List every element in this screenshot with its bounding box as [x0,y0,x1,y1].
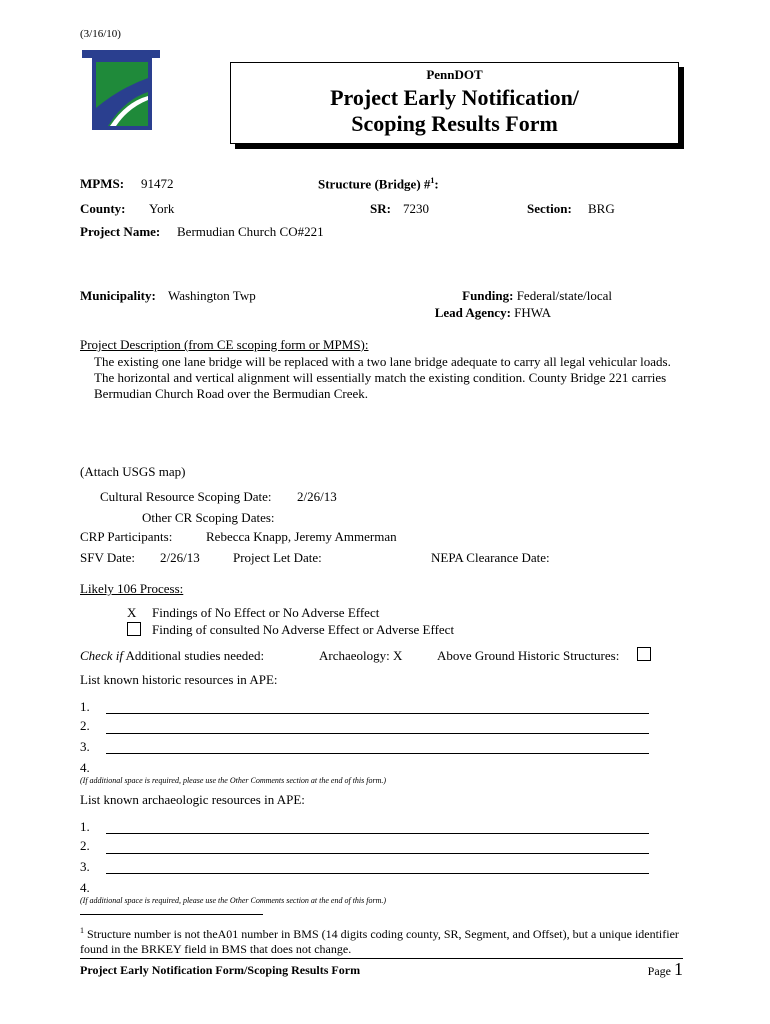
opt1-label: Findings of No Effect or No Adverse Effect [152,605,380,620]
additional-studies: Check if Additional studies needed: [80,648,265,663]
footnote-ref: 1 [430,176,435,185]
description-heading: Project Description (from CE scoping form or MPMS): [80,337,369,352]
list-item: 4. [80,760,90,775]
list-item: 2. [80,718,90,733]
footnote-divider [80,914,263,915]
sfv-value: 2/26/13 [160,550,200,565]
archaeologic-line-1[interactable] [106,833,649,834]
page-title-line2: Scoping Results Form [351,111,558,136]
other-scoping-label: Other CR Scoping Dates: [142,510,275,525]
list-item: 2. [80,838,90,853]
opt2-checkbox[interactable] [127,622,141,636]
section-value: BRG [588,201,615,216]
crp-label: CRP Participants: [80,529,173,544]
above-ground-label: Above Ground Historic Structures: [437,648,620,663]
mpms-value: 91472 [141,176,174,191]
cultural-scoping-label: Cultural Resource Scoping Date: [100,489,272,504]
form-date: (3/16/10) [80,28,121,40]
cultural-scoping-value: 2/26/13 [297,489,337,504]
archaeology-mark[interactable]: X [393,648,403,663]
historic-note: (If additional space is required, please use the Other Comments section at the end of this form.) [80,776,387,785]
historic-line-3[interactable] [106,753,649,754]
archaeologic-note: (If additional space is required, please use the Other Comments section at the end of this form.) [80,896,387,905]
page-title-line1: Project Early Notification/ [330,85,579,110]
project-name-label: Project Name: [80,224,161,239]
project-name-value: Bermudian Church CO#221 [177,224,324,239]
funding: Funding: Federal/state/local [462,288,612,303]
let-date-label: Project Let Date: [233,550,322,565]
archaeology: Archaeology: X [319,648,403,663]
county-label: County: [80,201,126,216]
municipality-label: Municipality: [80,288,156,303]
list-item: 4. [80,880,90,895]
archaeologic-line-3[interactable] [106,873,649,874]
footnote: $^1$ Structure number is not theA01 number in BMS (14 digits coding county, SR, Segment, and Offset), but a unique identifier found in the BRKEY field in BMS that does not change. [80,926,679,956]
municipality-value: Washington Twp [168,288,256,303]
sfv-label: SFV Date: [80,550,136,565]
penndot-keystone-logo-icon [80,48,162,136]
footer-title: Project Early Notification Form/Scoping Results Form [80,963,361,977]
usgs-note: (Attach USGS map) [80,464,186,479]
county-value: York [149,201,175,216]
org-name: PennDOT [426,67,483,82]
description-text: The existing one lane bridge will be replaced with a two lane bridge adequate to carry all legal vehicular loads. The horizontal and vertical alignment will essentially match the existing condition. County Bridge 221 carries Bermudian Church Road over the Bermudian Creek. [94,354,671,401]
opt2-label: Finding of consulted No Adverse Effect or Adverse Effect [152,622,455,637]
list-item: 1. [80,819,90,834]
crp-value: Rebecca Knapp, Jeremy Ammerman [206,529,397,544]
historic-line-2[interactable] [106,733,649,734]
above-ground-checkbox[interactable] [637,647,651,661]
sr-value: 7230 [403,201,429,216]
nepa-date-label: NEPA Clearance Date: [431,550,550,565]
opt1-mark[interactable]: X [127,605,137,620]
mpms-label: MPMS: [80,176,125,191]
list-item: 1. [80,699,90,714]
footer-divider [80,958,683,959]
page-number: Page 1 [647,959,683,979]
historic-heading: List known historic resources in APE: [80,672,278,687]
archaeologic-heading: List known archaeologic resources in APE: [80,792,305,807]
historic-line-1[interactable] [106,713,649,714]
lead-agency: Lead Agency: FHWA [434,305,551,320]
process-heading: Likely 106 Process: [80,581,184,596]
list-item: 3. [80,859,90,874]
archaeologic-line-2[interactable] [106,853,649,854]
structure-label: Structure (Bridge) #$^1$: [318,176,439,192]
sr-label: SR: [370,201,391,216]
list-item: 3. [80,739,90,754]
section-label: Section: [527,201,572,216]
title-box [230,62,679,144]
